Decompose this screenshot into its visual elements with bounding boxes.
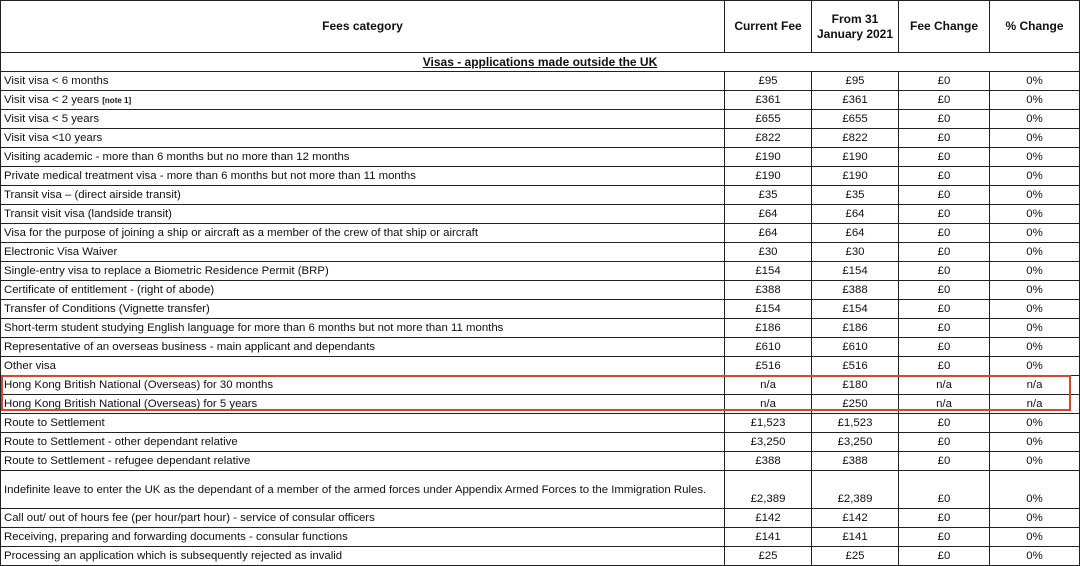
fee-category-text: Single-entry visa to replace a Biometric Residence Permit (BRP) xyxy=(4,264,329,277)
fee-category-cell xyxy=(1,528,725,547)
fee-category-text: Indefinite leave to enter the UK as the dependant of a member of the armed forces under Appendix Armed Forces to the Immigration Rules. xyxy=(4,483,707,496)
table-row xyxy=(1,414,1080,433)
fee-change-cell: £0 xyxy=(899,262,990,281)
pct-change-cell: 0% xyxy=(990,281,1080,300)
table-row xyxy=(1,528,1080,547)
current-fee-cell: £154 xyxy=(725,262,812,281)
table-row xyxy=(1,338,1080,357)
new-fee-cell: £822 xyxy=(812,129,899,148)
table-row xyxy=(1,167,1080,186)
fee-category-cell xyxy=(1,243,725,262)
new-fee-cell: £388 xyxy=(812,452,899,471)
header-from-date: From 31 January 2021 xyxy=(812,1,899,53)
fee-category-text: Certificate of entitlement - (right of abode) xyxy=(4,283,215,296)
fee-change-cell: £0 xyxy=(899,471,990,509)
fee-change-cell: £0 xyxy=(899,186,990,205)
fee-category-cell xyxy=(1,433,725,452)
table-row xyxy=(1,205,1080,224)
fee-category-text: Other visa xyxy=(4,359,56,372)
fee-category-cell xyxy=(1,395,725,414)
fee-change-cell: £0 xyxy=(899,91,990,110)
pct-change-cell: 0% xyxy=(990,167,1080,186)
section-row xyxy=(1,53,1080,72)
new-fee-cell: £2,389 xyxy=(812,471,899,509)
fee-change-cell: £0 xyxy=(899,110,990,129)
new-fee-cell: £64 xyxy=(812,224,899,243)
note-reference: [note 1] xyxy=(102,95,132,105)
section-title: Visas - applications made outside the UK xyxy=(1,53,1080,72)
fee-category-text: Hong Kong British National (Overseas) for 5 years xyxy=(4,397,258,410)
new-fee-cell: £141 xyxy=(812,528,899,547)
fee-category-cell xyxy=(1,319,725,338)
new-fee-cell: £95 xyxy=(812,72,899,91)
fee-change-cell: n/a xyxy=(899,395,990,414)
current-fee-cell: £186 xyxy=(725,319,812,338)
fee-category-cell xyxy=(1,414,725,433)
fee-change-cell: £0 xyxy=(899,433,990,452)
new-fee-cell: £3,250 xyxy=(812,433,899,452)
pct-change-cell: 0% xyxy=(990,186,1080,205)
fee-category-text: Transit visa – (direct airside transit) xyxy=(4,188,181,201)
fee-category-text: Route to Settlement xyxy=(4,416,105,429)
fee-category-text: Receiving, preparing and forwarding documents - consular functions xyxy=(4,530,348,543)
pct-change-cell: 0% xyxy=(990,72,1080,91)
current-fee-cell: £154 xyxy=(725,300,812,319)
pct-change-cell: n/a xyxy=(990,395,1080,414)
fee-category-cell xyxy=(1,281,725,300)
fee-category-text: Visit visa <10 years xyxy=(4,131,103,144)
current-fee-cell: £30 xyxy=(725,243,812,262)
fee-change-cell: £0 xyxy=(899,452,990,471)
fee-change-cell: £0 xyxy=(899,129,990,148)
new-fee-cell: £25 xyxy=(812,547,899,566)
pct-change-cell: 0% xyxy=(990,110,1080,129)
fee-change-cell: £0 xyxy=(899,72,990,91)
new-fee-cell: £655 xyxy=(812,110,899,129)
pct-change-cell: 0% xyxy=(990,148,1080,167)
table-row xyxy=(1,243,1080,262)
pct-change-cell: 0% xyxy=(990,509,1080,528)
fee-category-cell xyxy=(1,262,725,281)
fee-change-cell: £0 xyxy=(899,243,990,262)
current-fee-cell: n/a xyxy=(725,395,812,414)
new-fee-cell: £610 xyxy=(812,338,899,357)
current-fee-cell: £3,250 xyxy=(725,433,812,452)
table-row xyxy=(1,471,1080,509)
pct-change-cell: 0% xyxy=(990,471,1080,509)
fee-category-cell xyxy=(1,129,725,148)
fee-category-text: Electronic Visa Waiver xyxy=(4,245,118,258)
fee-category-text: Visit visa < 6 months xyxy=(4,74,109,87)
fee-category-text: Route to Settlement - other dependant relative xyxy=(4,435,238,448)
table-row xyxy=(1,395,1080,414)
new-fee-cell: £35 xyxy=(812,186,899,205)
header-pct-change: % Change xyxy=(990,1,1080,53)
pct-change-cell: 0% xyxy=(990,205,1080,224)
current-fee-cell: £25 xyxy=(725,547,812,566)
fee-category-cell xyxy=(1,205,725,224)
new-fee-cell: £190 xyxy=(812,148,899,167)
pct-change-cell: 0% xyxy=(990,528,1080,547)
current-fee-cell: £388 xyxy=(725,452,812,471)
header-fees-category: Fees category xyxy=(1,1,725,53)
new-fee-cell: £142 xyxy=(812,509,899,528)
fee-category-cell xyxy=(1,110,725,129)
table-row xyxy=(1,129,1080,148)
fee-category-text: Route to Settlement - refugee dependant relative xyxy=(4,454,251,467)
new-fee-cell: £30 xyxy=(812,243,899,262)
table-row xyxy=(1,319,1080,338)
current-fee-cell: £2,389 xyxy=(725,471,812,509)
fee-category-cell xyxy=(1,300,725,319)
current-fee-cell: £64 xyxy=(725,224,812,243)
fee-change-cell: £0 xyxy=(899,414,990,433)
table-row xyxy=(1,300,1080,319)
new-fee-cell: £361 xyxy=(812,91,899,110)
fee-category-text: Call out/ out of hours fee (per hour/part hour) - service of consular officers xyxy=(4,511,375,524)
current-fee-cell: £516 xyxy=(725,357,812,376)
table-row xyxy=(1,452,1080,471)
fee-change-cell: £0 xyxy=(899,300,990,319)
pct-change-cell: 0% xyxy=(990,414,1080,433)
pct-change-cell: 0% xyxy=(990,91,1080,110)
fee-category-text: Visit visa < 2 years xyxy=(4,93,100,106)
current-fee-cell: £655 xyxy=(725,110,812,129)
table-row xyxy=(1,224,1080,243)
pct-change-cell: 0% xyxy=(990,243,1080,262)
fee-category-text: Transit visit visa (landside transit) xyxy=(4,207,172,220)
table-row xyxy=(1,110,1080,129)
fee-change-cell: £0 xyxy=(899,319,990,338)
table-row xyxy=(1,186,1080,205)
fee-category-cell xyxy=(1,72,725,91)
table-row xyxy=(1,509,1080,528)
new-fee-cell: £250 xyxy=(812,395,899,414)
fee-category-cell xyxy=(1,148,725,167)
current-fee-cell: £361 xyxy=(725,91,812,110)
new-fee-cell: £186 xyxy=(812,319,899,338)
header-fee-change: Fee Change xyxy=(899,1,990,53)
pct-change-cell: 0% xyxy=(990,262,1080,281)
new-fee-cell: £154 xyxy=(812,262,899,281)
fee-category-cell xyxy=(1,452,725,471)
fee-category-text: Short-term student studying English language for more than 6 months but not more than 11 months xyxy=(4,321,504,334)
pct-change-cell: 0% xyxy=(990,357,1080,376)
table-row xyxy=(1,281,1080,300)
new-fee-cell: £388 xyxy=(812,281,899,300)
fee-change-cell: £0 xyxy=(899,547,990,566)
table-row xyxy=(1,376,1080,395)
new-fee-cell: £190 xyxy=(812,167,899,186)
pct-change-cell: 0% xyxy=(990,547,1080,566)
fee-category-cell xyxy=(1,376,725,395)
new-fee-cell: £516 xyxy=(812,357,899,376)
table-header-row xyxy=(1,1,1080,53)
pct-change-cell: n/a xyxy=(990,376,1080,395)
header-current-fee: Current Fee xyxy=(725,1,812,53)
pct-change-cell: 0% xyxy=(990,433,1080,452)
fee-change-cell: £0 xyxy=(899,167,990,186)
fee-category-cell xyxy=(1,167,725,186)
fee-category-cell xyxy=(1,186,725,205)
current-fee-cell: £142 xyxy=(725,509,812,528)
current-fee-cell: £141 xyxy=(725,528,812,547)
table-row xyxy=(1,433,1080,452)
fee-category-cell xyxy=(1,357,725,376)
fee-category-text: Visiting academic - more than 6 months but no more than 12 months xyxy=(4,150,350,163)
fee-category-cell xyxy=(1,338,725,357)
fee-category-text: Processing an application which is subsequently rejected as invalid xyxy=(4,549,343,562)
fee-change-cell: £0 xyxy=(899,224,990,243)
fee-change-cell: £0 xyxy=(899,528,990,547)
current-fee-cell: £1,523 xyxy=(725,414,812,433)
fee-category-text: Representative of an overseas business - main applicant and dependants xyxy=(4,340,376,353)
current-fee-cell: £388 xyxy=(725,281,812,300)
new-fee-cell: £180 xyxy=(812,376,899,395)
current-fee-cell: £822 xyxy=(725,129,812,148)
pct-change-cell: 0% xyxy=(990,129,1080,148)
fee-category-text: Hong Kong British National (Overseas) for 30 months xyxy=(4,378,274,391)
table-row xyxy=(1,357,1080,376)
current-fee-cell: £95 xyxy=(725,72,812,91)
fee-change-cell: £0 xyxy=(899,281,990,300)
fee-category-text: Visa for the purpose of joining a ship or aircraft as a member of the crew of that ship or aircraft xyxy=(4,226,478,239)
current-fee-cell: £190 xyxy=(725,148,812,167)
fee-category-text: Private medical treatment visa - more than 6 months but not more than 11 months xyxy=(4,169,416,182)
pct-change-cell: 0% xyxy=(990,452,1080,471)
fee-change-cell: £0 xyxy=(899,338,990,357)
fee-change-cell: £0 xyxy=(899,205,990,224)
fee-category-cell xyxy=(1,224,725,243)
pct-change-cell: 0% xyxy=(990,319,1080,338)
fee-change-cell: £0 xyxy=(899,357,990,376)
new-fee-cell: £64 xyxy=(812,205,899,224)
pct-change-cell: 0% xyxy=(990,300,1080,319)
table-row xyxy=(1,262,1080,281)
current-fee-cell: £64 xyxy=(725,205,812,224)
new-fee-cell: £1,523 xyxy=(812,414,899,433)
fee-category-cell xyxy=(1,509,725,528)
current-fee-cell: £610 xyxy=(725,338,812,357)
current-fee-cell: n/a xyxy=(725,376,812,395)
fee-change-cell: £0 xyxy=(899,509,990,528)
fee-change-cell: n/a xyxy=(899,376,990,395)
table-row xyxy=(1,72,1080,91)
table-row xyxy=(1,91,1080,110)
table-body xyxy=(1,53,1080,566)
table-row xyxy=(1,148,1080,167)
current-fee-cell: £190 xyxy=(725,167,812,186)
fee-category-cell xyxy=(1,471,725,509)
fee-category-text: Transfer of Conditions (Vignette transfer) xyxy=(4,302,210,315)
fee-category-text: Visit visa < 5 years xyxy=(4,112,100,125)
current-fee-cell: £35 xyxy=(725,186,812,205)
fee-change-cell: £0 xyxy=(899,148,990,167)
fee-category-cell xyxy=(1,91,725,110)
pct-change-cell: 0% xyxy=(990,224,1080,243)
new-fee-cell: £154 xyxy=(812,300,899,319)
pct-change-cell: 0% xyxy=(990,338,1080,357)
